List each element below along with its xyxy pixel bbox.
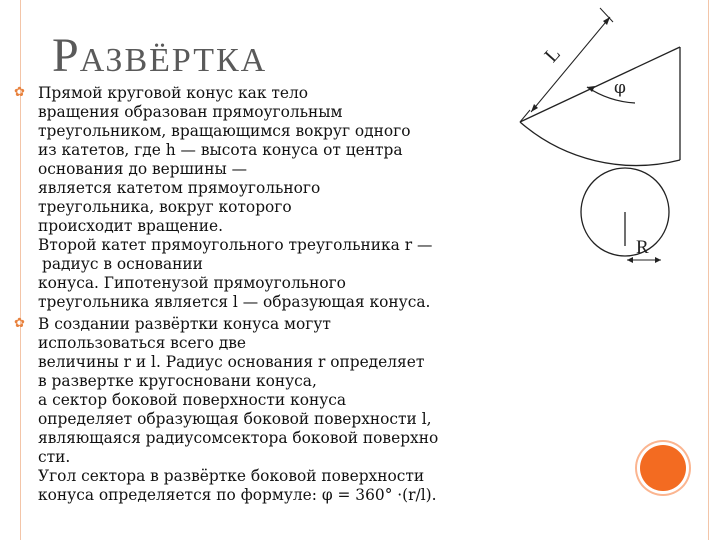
text-line: треугольником, вращающимся вокруг одного: [38, 122, 411, 140]
text-line: являющаяся радиусомсектора боковой поверхно: [38, 429, 439, 447]
bullet-icon: ✿: [14, 85, 25, 100]
label-r: R: [636, 237, 649, 258]
text-line: треугольника, вокруг которого: [38, 198, 292, 216]
arrowhead-r-end: [655, 257, 661, 263]
sector-arc: [520, 122, 680, 166]
label-l: L: [540, 42, 565, 67]
text-line: основания до вершины —: [38, 160, 247, 178]
text-line: сти.: [38, 448, 71, 466]
text-line: Прямой круговой конус как тело: [38, 84, 308, 102]
decorative-orange-circle: [640, 445, 686, 491]
text-line: Угол сектора в развёртке боковой поверхности: [38, 467, 425, 485]
text-line: треугольника является l — образующая конуса.: [38, 293, 431, 311]
arrowhead-r-start: [627, 257, 633, 263]
text-line: величины r и l. Радиус основания r определяет: [38, 353, 425, 371]
text-line: определяет образующая боковой поверхности l,: [38, 410, 432, 428]
text-line: вращения образован прямоугольным: [38, 103, 343, 121]
text-line: конуса определяется по формуле: φ = 360° ·(r/l).: [38, 486, 437, 504]
title-first-letter: Р: [52, 29, 80, 82]
bullet-icon: ✿: [14, 316, 25, 331]
text-line: происходит вращение.: [38, 217, 223, 235]
text-line: конуса. Гипотенузой прямоугольного: [38, 274, 346, 292]
angle-arc: [587, 87, 635, 103]
sector-left-radius: [520, 47, 680, 122]
text-line: из катетов, где h — высота конуса от центра: [38, 141, 403, 159]
text-line: использоваться всего две: [38, 334, 247, 352]
label-phi: φ: [614, 78, 626, 98]
text-line: а сектор боковой поверхности конуса: [38, 391, 347, 409]
text-line: радиус в основании: [42, 255, 203, 273]
title-rest: АЗВЁРТКА: [79, 42, 268, 79]
text-line: является катетом прямоугольного: [38, 179, 321, 197]
text-line: В создании развёртки конуса могут: [38, 315, 331, 333]
text-line: в развертке кругосновани конуса,: [38, 372, 317, 390]
text-line: Второй катет прямоугольного треугольника r —: [38, 236, 433, 254]
